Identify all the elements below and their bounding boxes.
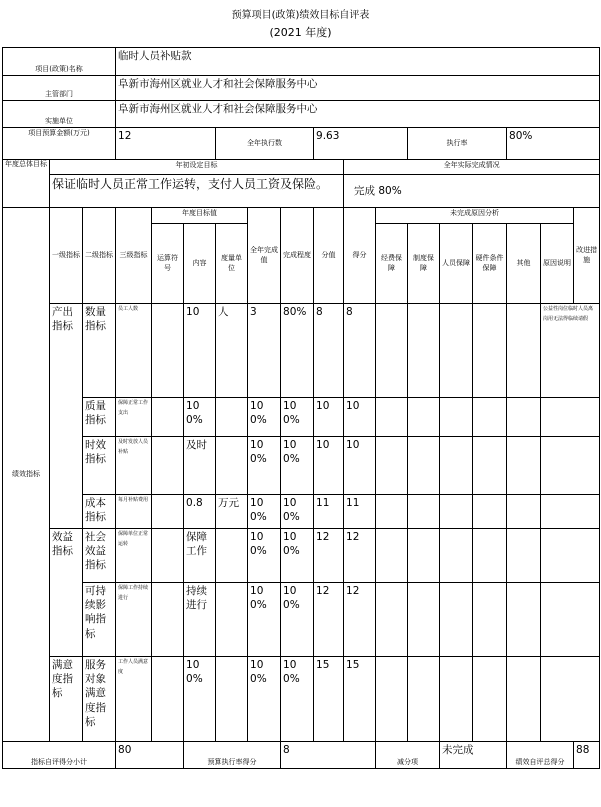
degree-cell: 100%	[281, 657, 314, 742]
operator-cell	[152, 304, 184, 398]
personnel-cell	[440, 529, 473, 583]
system-cell	[408, 495, 440, 529]
unit-cell	[216, 583, 248, 657]
score-cell: 11	[344, 495, 376, 529]
header-funding: 经费保障	[376, 224, 408, 304]
header-score: 得分	[344, 208, 376, 304]
level3-cell: 每月补贴费用	[116, 495, 152, 529]
table-row	[3, 398, 600, 437]
unit-cell	[216, 398, 248, 437]
unit-cell	[216, 657, 248, 742]
personnel-cell	[440, 657, 473, 742]
level1-cell: 满意度指标	[50, 657, 83, 742]
degree-cell: 100%	[281, 398, 314, 437]
table-row	[3, 495, 600, 529]
weight-cell: 8	[314, 304, 344, 398]
header-reason-note: 原因说明	[541, 224, 574, 304]
reason-note-cell	[541, 495, 600, 529]
indicator-side-label: 绩效指标	[3, 208, 50, 742]
deduct-value: 未完成	[440, 742, 507, 769]
evaluation-table	[2, 47, 600, 769]
annual-value-cell: 100%	[248, 398, 281, 437]
level2-cell: 社会效益指标	[83, 529, 116, 583]
project-name-value: 临时人员补贴款	[116, 48, 600, 76]
reason-note-cell	[541, 529, 600, 583]
hardware-cell	[473, 529, 507, 583]
header-level3: 三级指标	[116, 208, 152, 304]
actual-goal-header: 全年实际完成情况	[344, 160, 600, 175]
funding-cell	[376, 304, 408, 398]
level3-cell: 员工人数	[116, 304, 152, 398]
system-cell	[408, 583, 440, 657]
other-cell	[507, 529, 541, 583]
system-cell	[408, 657, 440, 742]
form-year: (2021 年度)	[269, 26, 332, 39]
budget-score-label: 预算执行率得分	[184, 742, 281, 769]
system-cell	[408, 437, 440, 495]
annual-value-cell: 100%	[248, 529, 281, 583]
initial-goal-header: 年初设定目标	[50, 160, 344, 175]
header-unit: 度量单位	[216, 224, 248, 304]
rate-label: 执行率	[408, 128, 507, 160]
annual-value-cell: 100%	[248, 437, 281, 495]
initial-goal-text: 保证临时人员正常工作运转，支付人员工资及保险。	[50, 175, 344, 208]
level2-cell: 时效指标	[83, 437, 116, 495]
header-weight: 分值	[314, 208, 344, 304]
level2-cell: 成本指标	[83, 495, 116, 529]
score-cell: 15	[344, 657, 376, 742]
other-cell	[507, 583, 541, 657]
system-cell	[408, 398, 440, 437]
header-level1: 一级指标	[50, 208, 83, 304]
hardware-cell	[473, 657, 507, 742]
score-cell: 12	[344, 583, 376, 657]
score-cell: 8	[344, 304, 376, 398]
funding-cell	[376, 437, 408, 495]
annual-value-cell: 100%	[248, 583, 281, 657]
header-measures: 改进措施	[574, 208, 600, 304]
operator-cell	[152, 495, 184, 529]
weight-cell: 11	[314, 495, 344, 529]
table-row	[3, 657, 600, 742]
header-annual-value: 全年完成值	[248, 208, 281, 304]
degree-cell: 100%	[281, 495, 314, 529]
reason-note-cell: 公益性岗位临时人员离岗用无法得临续请假	[541, 304, 600, 398]
deduct-label: 减分项	[376, 742, 440, 769]
reason-note-cell	[541, 398, 600, 437]
subtotal-value: 80	[116, 742, 184, 769]
impl-label: 实施单位	[3, 101, 116, 128]
header-personnel: 人员保障	[440, 224, 473, 304]
content-cell: 10	[184, 304, 216, 398]
operator-cell	[152, 398, 184, 437]
personnel-cell	[440, 437, 473, 495]
executed-label: 全年执行数	[216, 128, 314, 160]
header-system: 制度保障	[408, 224, 440, 304]
level3-cell: 保障正常工作支出	[116, 398, 152, 437]
weight-cell: 10	[314, 437, 344, 495]
operator-cell	[152, 529, 184, 583]
budget-score-value: 8	[281, 742, 376, 769]
personnel-cell	[440, 398, 473, 437]
header-hardware: 硬件条件保障	[473, 224, 507, 304]
reason-note-cell	[541, 583, 600, 657]
score-cell: 10	[344, 398, 376, 437]
funding-cell	[376, 495, 408, 529]
header-level2: 二级指标	[83, 208, 116, 304]
other-cell	[507, 657, 541, 742]
weight-cell: 15	[314, 657, 344, 742]
hardware-cell	[473, 304, 507, 398]
unit-cell: 万元	[216, 495, 248, 529]
content-cell: 持续进行	[184, 583, 216, 657]
level3-cell: 工作人员满意度	[116, 657, 152, 742]
annual-value-cell: 100%	[248, 657, 281, 742]
content-cell: 0.8	[184, 495, 216, 529]
system-cell	[408, 304, 440, 398]
degree-cell: 80%	[281, 304, 314, 398]
funding-cell	[376, 583, 408, 657]
degree-cell: 100%	[281, 437, 314, 495]
level2-cell: 可持续影响指标	[83, 583, 116, 657]
reason-note-cell	[541, 437, 600, 495]
hardware-cell	[473, 495, 507, 529]
operator-cell	[152, 657, 184, 742]
total-value: 88	[574, 742, 600, 769]
header-target-group: 年度目标值	[152, 208, 248, 224]
rate-value: 80%	[507, 128, 600, 160]
level1-cell: 产出指标	[50, 304, 83, 529]
actual-goal-text: 完成 80%	[344, 175, 600, 208]
degree-cell: 100%	[281, 583, 314, 657]
header-operator: 运算符号	[152, 224, 184, 304]
unit-cell	[216, 529, 248, 583]
operator-cell	[152, 583, 184, 657]
funding-cell	[376, 529, 408, 583]
system-cell	[408, 529, 440, 583]
table-row	[3, 304, 600, 398]
personnel-cell	[440, 583, 473, 657]
content-cell: 及时	[184, 437, 216, 495]
project-name-label: 项目(政策)名称	[3, 48, 116, 76]
content-cell: 100%	[184, 657, 216, 742]
level2-cell: 数量指标	[83, 304, 116, 398]
content-cell: 保障工作	[184, 529, 216, 583]
executed-value: 9.63	[314, 128, 408, 160]
budget-label: 项目预算金额(万元)	[3, 128, 116, 160]
table-row	[3, 583, 600, 657]
level3-cell: 保障工作持续进行	[116, 583, 152, 657]
dept-label: 主管部门	[3, 76, 116, 101]
level3-cell: 保障单位正常运转	[116, 529, 152, 583]
score-cell: 10	[344, 437, 376, 495]
weight-cell: 12	[314, 583, 344, 657]
header-reason-group: 未完成原因分析	[376, 208, 574, 224]
funding-cell	[376, 398, 408, 437]
annual-value-cell: 100%	[248, 495, 281, 529]
other-cell	[507, 398, 541, 437]
total-label: 绩效自评总得分	[507, 742, 574, 769]
personnel-cell	[440, 495, 473, 529]
degree-cell: 100%	[281, 529, 314, 583]
annual-value-cell: 3	[248, 304, 281, 398]
goal-side-label: 年度总体目标	[3, 160, 50, 208]
budget-value: 12	[116, 128, 216, 160]
hardware-cell	[473, 398, 507, 437]
other-cell	[507, 437, 541, 495]
content-cell: 100%	[184, 398, 216, 437]
unit-cell: 人	[216, 304, 248, 398]
header-content: 内容	[184, 224, 216, 304]
form-title: 预算项目(政策)绩效目标自评表	[231, 10, 370, 21]
level3-cell: 及时发放人员补贴	[116, 437, 152, 495]
other-cell	[507, 304, 541, 398]
unit-cell	[216, 437, 248, 495]
weight-cell: 10	[314, 398, 344, 437]
hardware-cell	[473, 437, 507, 495]
header-degree: 完成程度	[281, 208, 314, 304]
subtotal-label: 指标自评得分小计	[3, 742, 116, 769]
funding-cell	[376, 657, 408, 742]
hardware-cell	[473, 583, 507, 657]
level2-cell: 质量指标	[83, 398, 116, 437]
reason-note-cell	[541, 657, 600, 742]
other-cell	[507, 495, 541, 529]
impl-value: 阜新市海州区就业人才和社会保障服务中心	[116, 101, 600, 128]
operator-cell	[152, 437, 184, 495]
table-row	[3, 529, 600, 583]
header-other: 其他	[507, 224, 541, 304]
score-cell: 12	[344, 529, 376, 583]
table-row	[3, 437, 600, 495]
dept-value: 阜新市海州区就业人才和社会保障服务中心	[116, 76, 600, 101]
weight-cell: 12	[314, 529, 344, 583]
personnel-cell	[440, 304, 473, 398]
level1-cell: 效益指标	[50, 529, 83, 657]
level2-cell: 服务对象满意度指标	[83, 657, 116, 742]
